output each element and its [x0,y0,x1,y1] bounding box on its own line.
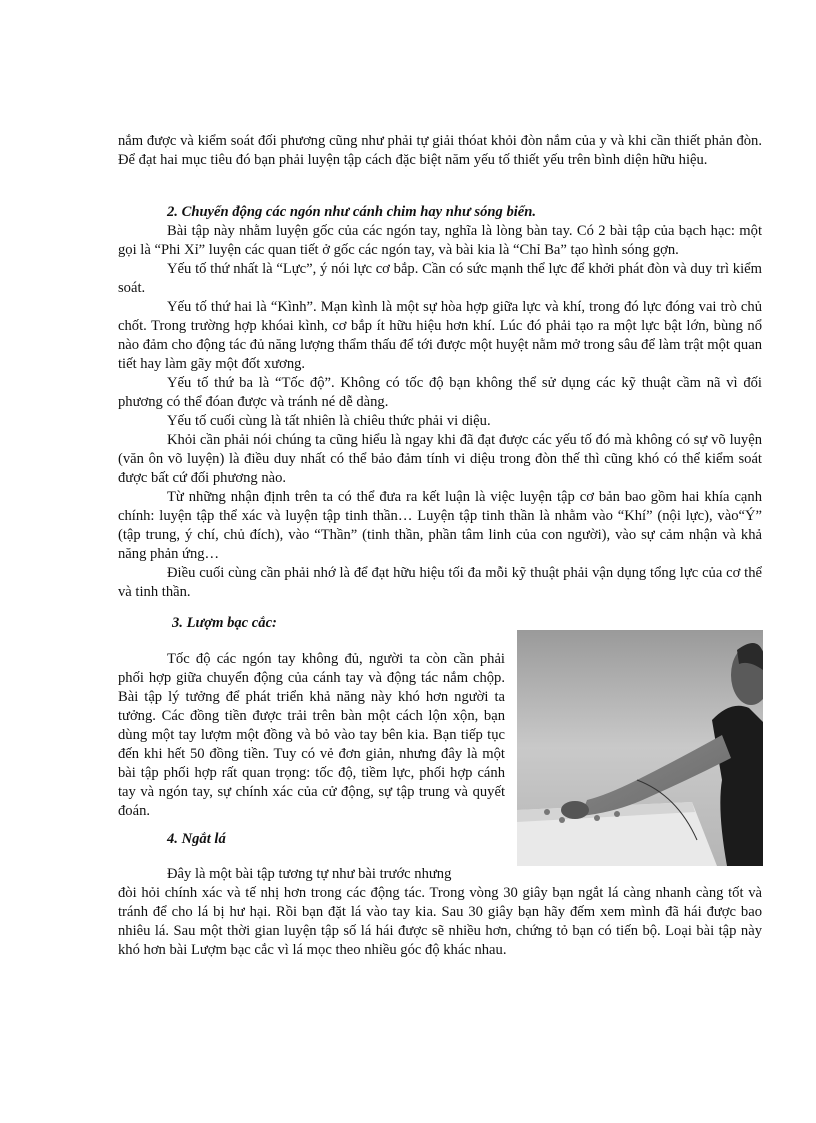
section-2-paragraph: Từ những nhận định trên ta có thể đưa ra kết luận là việc luyện tập cơ bản bao gồm hai khía cạnh chính: luyện tập thể xác và luyện tập tinh thần… Luyện tập tinh thần là nhằm vào “Khí” (nội lực), vào“Ý” (tập trung, ý chí, chủ đích), vào “Thần” (tinh thần, phần tâm linh của con người), vào sự cảm nhận và khả năng phản ứng… [118,489,762,562]
section-2-body [118,222,762,602]
section-2-paragraph: Điều cuối cùng cần phải nhớ là để đạt hữu hiệu tối đa mỗi kỹ thuật phải vận dụng tổng lực của cơ thể và tinh thần. [118,565,762,600]
section-4-paragraph-start: Đây là một bài tập tương tự như bài trước nhưng [167,866,452,882]
section-2-paragraph: Yếu tố cuối cùng là tất nhiên là chiêu thức phải vi diệu. [167,413,491,429]
section-4-paragraph-rest: đòi hỏi chính xác và tế nhị hơn trong các động tác. Trong vòng 30 giây bạn ngắt lá càng nhanh càng tốt và tránh để cho lá bị hư hại. Rồi bạn đặt lá vào tay kia. Sau 30 giây bạn hãy đếm xem mình đã hái được bao nhiêu lá. Sau một thời gian luyện tập số lá hái được sẽ nhiều hơn, chứng tỏ bạn có tiến bộ. Loại bài tập này khó hơn bài Lượm bạc cắc vì lá mọc theo nhiều góc độ khác nhau. [118,885,762,958]
section-3-heading: 3. Lượm bạc cắc: [172,615,277,631]
section-4-body [118,884,762,960]
section-2-heading: 2. Chuyển động các ngón như cánh chim hay như sóng biển. [167,204,537,220]
person-picking-coins-photo [517,630,763,866]
section-3-body [118,650,505,821]
section-4-first-line [118,865,505,884]
section-2-paragraph: Khỏi cần phải nói chúng ta cũng hiểu là ngay khi đã đạt được các yếu tố đó mà không có sự võ luyện (văn ôn võ luyện) là điều duy nhất có thể bảo đảm tính vi diệu trong đòn thế thì cũng khó có thể kiểm soát được bất cứ đối phương nào. [118,432,762,486]
section-4-heading: 4. Ngắt lá [167,831,226,847]
intro-paragraph [118,132,762,170]
intro-text: nắm được và kiểm soát đối phương cũng như phải tự giải thóat khỏi đòn nắm của y và khi cần thiết phản đòn. Để đạt hai mục tiêu đó bạn phải luyện tập cách đặc biệt năm yếu tố thiết yếu trên bình diện hữu hiệu. [118,133,762,168]
section-2-paragraph: Yếu tố thứ hai là “Kình”. Mạn kình là một sự hòa hợp giữa lực và khí, trong đó lực đóng vai trò chủ chốt. Trong trường hợp khóai kình, cơ bắp ít hữu hiệu hơn khí. Lúc đó phải tạo ra một lực bật lớn, bùng nổ nào đảm cho động tác đủ năng lượng thẩm thấu để tới được một huyệt nằm mở trong sâu để làm trật một quan tiết hay làm gãy một đốt xương. [118,299,762,372]
section-2-paragraph: Bài tập này nhằm luyện gốc của các ngón tay, nghĩa là lòng bàn tay. Có 2 bài tập của bạch hạc: một gọi là “Phi Xỉ” luyện các quan tiết ở gốc các ngón tay, và bài kia là “Chỉ Ba” tạo hình sóng gợn. [118,223,762,258]
section-2-paragraph: Yếu tố thứ ba là “Tốc độ”. Không có tốc độ bạn không thể sử dụng các kỹ thuật cầm nã vì đối phương có thể đóan được và tránh né dễ dàng. [118,375,762,410]
section-3-paragraph: Tốc độ các ngón tay không đủ, người ta còn cần phải phối hợp giữa chuyển động của cánh tay và động tác nắm chộp. Bài tập lý tưởng để phát triển khả năng này khó hơn người ta tưởng. Các đồng tiền được trải trên bàn một cách lộn xộn, bạn dùng một tay lượm một đồng và bỏ vào tay bên kia. Bạn tiếp tục đến khi hết 50 đồng tiền. Tuy có vẻ đơn giản, nhưng đây là một bài tập phối hợp rất quan trọng: tốc độ, tiềm lực, phối hợp cánh tay và ngón tay, sự chính xác của cử động, sự tập trung và quyết đoán. [118,651,505,819]
section-2-paragraph: Yếu tố thứ nhất là “Lực”, ý nói lực cơ bắp. Cần có sức mạnh thể lực để khởi phát đòn và duy trì kiểm soát. [118,261,762,296]
